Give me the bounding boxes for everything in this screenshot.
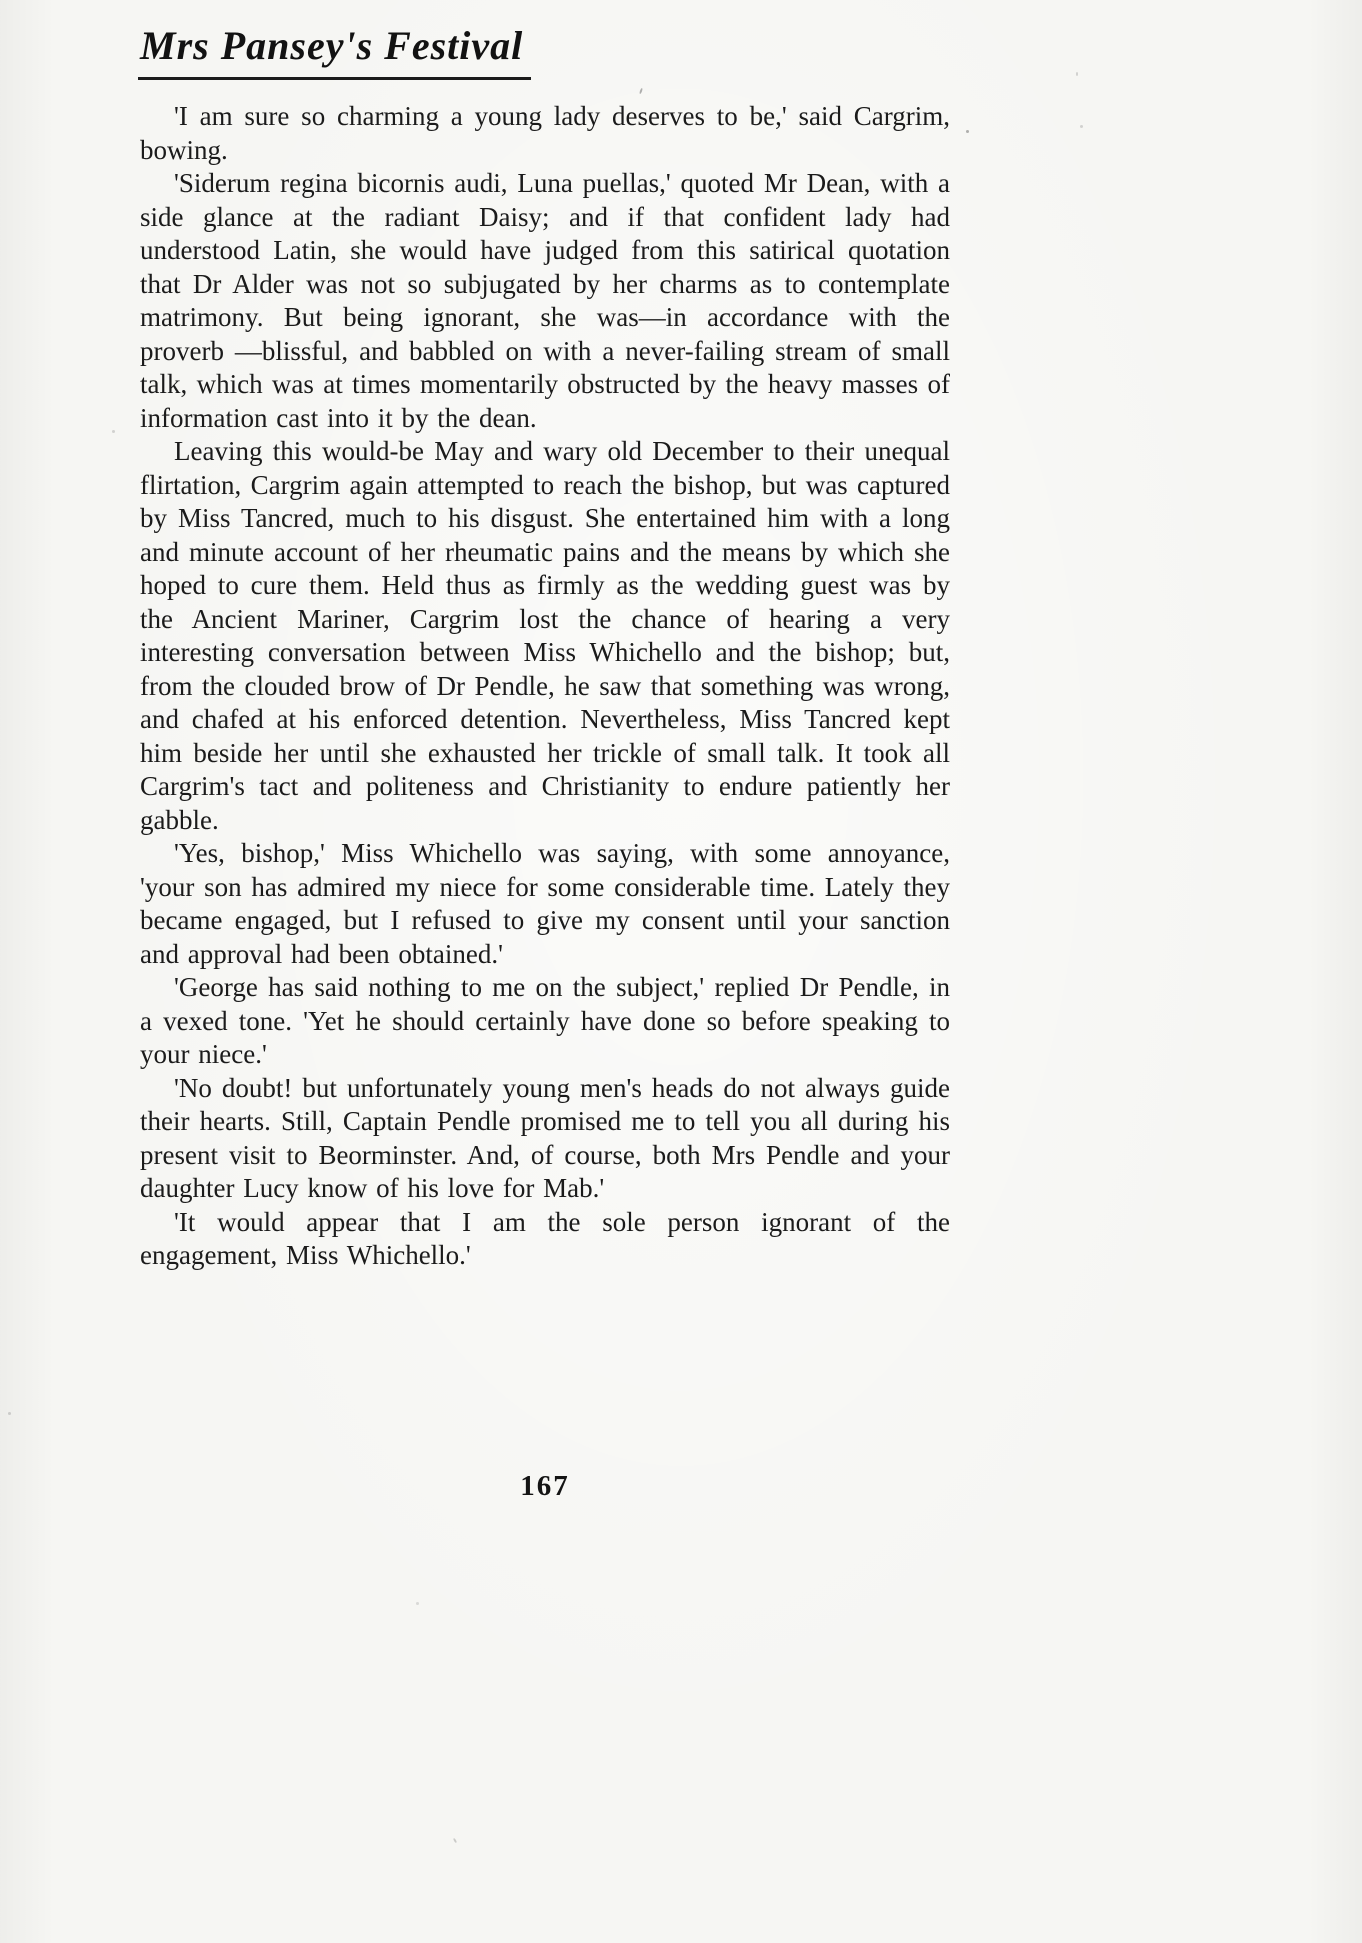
- paragraph: Leaving this would-be May and wary old December to their unequal flirtation, Cargrim again attempted to reach the bishop, but was captured by Miss Tancred, much to his disgust. She entertained him with a long and minute account of her rheumatic pains and the means by which she hoped to cure them. Held thus as firmly as the wedding guest was by the Ancient Mariner, Cargrim lost the chance of hearing a very interesting conversation between Miss Whichello and the bishop; but, from the clouded brow of Dr Pendle, he saw that something was wrong, and chafed at his enforced detention. Nevertheless, Miss Tancred kept him beside her until she exhausted her trickle of small talk. It took all Cargrim's tact and politeness and Christianity to endure patiently her gabble.: [140, 436, 950, 835]
- scan-speck: [1076, 72, 1078, 76]
- scan-speck: [966, 130, 969, 133]
- text-block: [140, 100, 950, 1273]
- paragraph: 'Siderum regina bicornis audi, Luna puellas,' quoted Mr Dean, with a side glance at the radiant Daisy; and if that confident lady had understood Latin, she would have judged from this satirical quotation that Dr Alder was not so subjugated by her charms as to contemplate matrimony. But being ignorant, she was—in accordance with the proverb —blissful, and babbled on with a never-failing stream of small talk, which was at times momentarily obstructed by the heavy masses of information cast into it by the dean.: [140, 168, 950, 433]
- scan-speck: [8, 1412, 11, 1415]
- scan-speck: [416, 1602, 419, 1605]
- scan-speck: [112, 430, 115, 433]
- paragraph: 'No doubt! but unfortunately young men's heads do not always guide their hearts. Still, Captain Pendle promised me to tell you all during his present visit to Beorminster. And, of course, both Mrs Pendle and your daughter Lucy know of his love for Mab.': [140, 1072, 950, 1203]
- scan-speck: [639, 88, 643, 94]
- paragraph: 'Yes, bishop,' Miss Whichello was saying, with some annoyance, 'your son has admired my niece for some considerable time. Lately they became engaged, but I refused to give my consent until your sanction and approval had been obtained.': [140, 838, 950, 969]
- running-header: Mrs Pansey's Festival: [138, 22, 531, 80]
- paragraph: 'It would appear that I am the sole person ignorant of the engagement, Miss Whichello.': [140, 1206, 950, 1270]
- paragraph: 'George has said nothing to me on the subject,' replied Dr Pendle, in a vexed tone. 'Yet he should certainly have done so before speaking to your niece.': [140, 972, 950, 1069]
- page-number: 167: [520, 1470, 570, 1502]
- scan-speck: [453, 1838, 457, 1843]
- scan-speck: [1080, 125, 1083, 128]
- paragraph: 'I am sure so charming a young lady deserves to be,' said Cargrim, bowing.: [140, 101, 950, 165]
